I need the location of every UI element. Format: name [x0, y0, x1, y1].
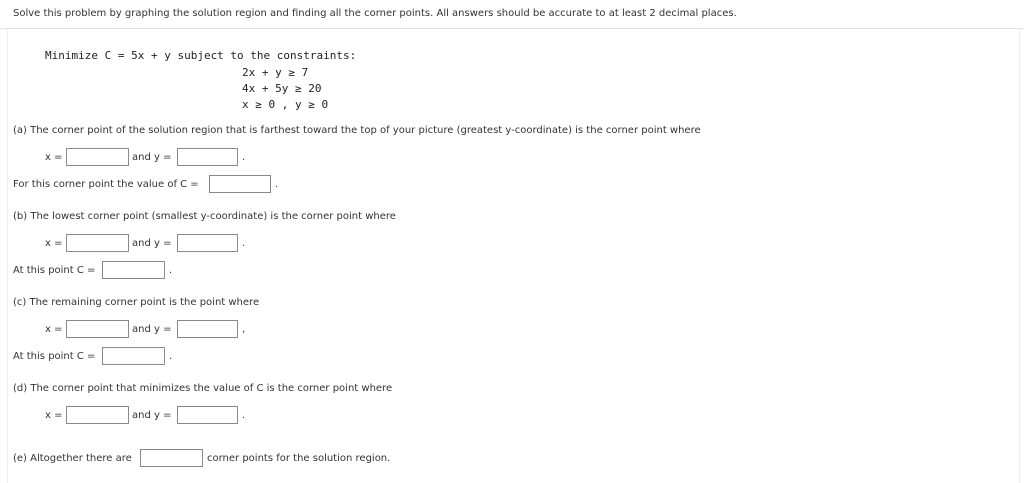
part-c-x-label: x =	[45, 324, 63, 335]
part-a-x-input[interactable]	[66, 148, 129, 166]
part-c-x-input[interactable]	[66, 320, 129, 338]
constraint-2: 4x + 5y ≥ 20	[242, 82, 322, 95]
part-d-y-input[interactable]	[177, 406, 238, 424]
part-c-y-label: and y =	[132, 324, 172, 335]
part-c-comma: ,	[242, 324, 246, 335]
part-d-prompt: (d) The corner point that minimizes the value of C is the corner point where	[13, 383, 393, 394]
instructions-text: Solve this problem by graphing the solution region and finding all the corner points. All answers should be accurate to at least 2 decimal places.	[13, 8, 737, 19]
objective-text: Minimize C = 5x + y subject to the constraints:	[45, 49, 357, 62]
part-a-y-label: and y =	[132, 152, 172, 163]
part-c-c-input[interactable]	[102, 347, 165, 365]
part-b-x-input[interactable]	[66, 234, 129, 252]
part-b-x-label: x =	[45, 238, 63, 249]
part-e-prompt-before: (e) Altogether there are	[13, 453, 132, 464]
part-a-c-period: .	[275, 179, 279, 190]
part-c-c-label: At this point C =	[13, 351, 96, 362]
part-e-count-input[interactable]	[140, 449, 203, 467]
content-left-border	[7, 29, 8, 483]
part-c-prompt: (c) The remaining corner point is the point where	[13, 297, 260, 308]
part-a-c-label: For this corner point the value of C =	[13, 179, 199, 190]
part-b-prompt: (b) The lowest corner point (smallest y-coordinate) is the corner point where	[13, 211, 396, 222]
part-b-period: .	[242, 238, 246, 249]
part-d-y-label: and y =	[132, 410, 172, 421]
part-e-prompt-after: corner points for the solution region.	[207, 453, 391, 464]
part-b-y-input[interactable]	[177, 234, 238, 252]
constraint-1: 2x + y ≥ 7	[242, 66, 309, 79]
part-a-y-input[interactable]	[177, 148, 238, 166]
constraint-3: x ≥ 0 , y ≥ 0	[242, 98, 329, 111]
part-a-c-input[interactable]	[209, 175, 271, 193]
part-b-y-label: and y =	[132, 238, 172, 249]
part-b-c-period: .	[169, 265, 173, 276]
part-d-x-label: x =	[45, 410, 63, 421]
part-b-c-label: At this point C =	[13, 265, 96, 276]
header-divider	[0, 28, 1024, 29]
part-a-x-label: x =	[45, 152, 63, 163]
part-c-y-input[interactable]	[177, 320, 238, 338]
part-b-c-input[interactable]	[102, 261, 165, 279]
content-right-border	[1019, 29, 1020, 483]
part-a-prompt: (a) The corner point of the solution region that is farthest toward the top of your picture (greatest y-coordinate) is the corner point where	[13, 125, 701, 136]
part-d-period: .	[242, 410, 246, 421]
part-a-period: .	[242, 152, 246, 163]
part-c-c-period: .	[169, 351, 173, 362]
part-d-x-input[interactable]	[66, 406, 129, 424]
